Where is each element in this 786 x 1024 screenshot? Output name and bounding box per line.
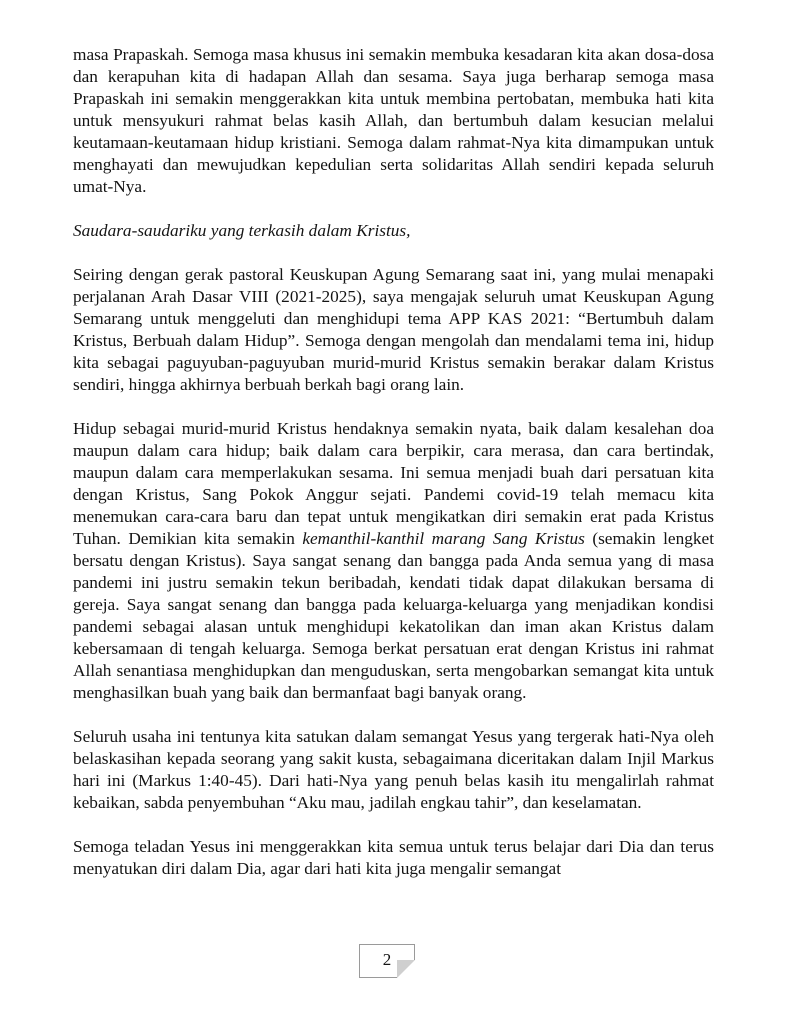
paragraph-3-part-1: Hidup sebagai murid-murid Kristus hendaknya semakin nyata, baik dalam kesalehan doa maupun dalam cara hidup; baik dalam cara berpikir, cara merasa, dan cara bertindak, maupun dalam cara memperlakukan sesama. Ini semua menjadi buah dari persatuan kita dengan Kristus, Sang Pokok Anggur sejati. Pandemi covid-19 telah memacu kita menemukan cara-cara baru dan tepat untuk mengikatkan diri semakin erat pada Kristus Tuhan. Demikian kita semakin — [73, 419, 714, 548]
paragraph-3-part-2: (semakin lengket bersatu dengan Kristus). Saya sangat senang dan bangga pada Anda semua yang di masa pandemi ini justru semakin tekun beribadah, kendati tidak dapat dilakukan bersama di gereja. Saya sangat senang dan bangga pada keluarga-keluarga yang menjadikan kondisi pandemi sebagai alasan untuk menghidupi kekatolikan dan iman akan Kristus dalam kebersamaan di tengah keluarga. Semoga berkat persatuan erat dengan Kristus ini rahmat Allah senantiasa menghidupkan dan menguduskan, serta mengobarkan semangat kita untuk menghasilkan buah yang baik dan bermanfaat bagi banyak orang. — [73, 529, 714, 702]
paragraph-1: masa Prapaskah. Semoga masa khusus ini semakin membuka kesadaran kita akan dosa-dosa dan kerapuhan kita di hadapan Allah dan sesama. Saya juga berharap semoga masa Prapaskah ini semakin menggerakkan kita untuk membina pertobatan, membuka hati kita untuk mensyukuri rahmat belas kasih Allah, dan bertumbuh dalam kesucian melalui keutamaan-keutamaan hidup kristiani. Semoga dalam rahmat-Nya kita dimampukan untuk menghayati dan mewujudkan kepedulian serta solidaritas Allah sendiri kepada seluruh umat-Nya. — [73, 45, 714, 196]
page-number-box — [359, 944, 415, 978]
page-number: 2 — [382, 950, 392, 969]
paragraph-5: Semoga teladan Yesus ini menggerakkan kita semua untuk terus belajar dari Dia dan terus menyatukan diri dalam Dia, agar dari hati kita juga mengalir semangat — [73, 837, 714, 878]
javanese-phrase: kemanthil-kanthil marang Sang Kristus — [302, 529, 585, 548]
paragraph-3 — [73, 418, 714, 704]
paragraph-4: Seluruh usaha ini tentunya kita satukan dalam semangat Yesus yang tergerak hati-Nya oleh belaskasihan kepada seorang yang sakit kusta, sebagaimana diceritakan dalam Injil Markus hari ini (Markus 1:40-45). Dari hati-Nya yang penuh belas kasih itu mengalirlah rahmat kebaikan, sabda penyembuhan “Aku mau, jadilah engkau tahir”, dan keselamatan. — [73, 727, 714, 812]
document-body — [73, 44, 714, 880]
page-curl-icon — [397, 960, 415, 978]
greeting-line: Saudara-saudariku yang terkasih dalam Kristus, — [73, 221, 411, 240]
paragraph-2: Seiring dengan gerak pastoral Keuskupan Agung Semarang saat ini, yang mulai menapaki perjalanan Arah Dasar VIII (2021-2025), saya mengajak seluruh umat Keuskupan Agung Semarang untuk menggeluti dan menghidupi tema APP KAS 2021: “Bertumbuh dalam Kristus, Berbuah dalam Hidup”. Semoga dengan mengolah dan mendalami tema ini, hidup kita sebagai paguyuban-paguyuban murid-murid Kristus semakin berakar dalam Kristus sendiri, hingga akhirnya berbuah berkah bagi orang lain. — [73, 265, 714, 394]
